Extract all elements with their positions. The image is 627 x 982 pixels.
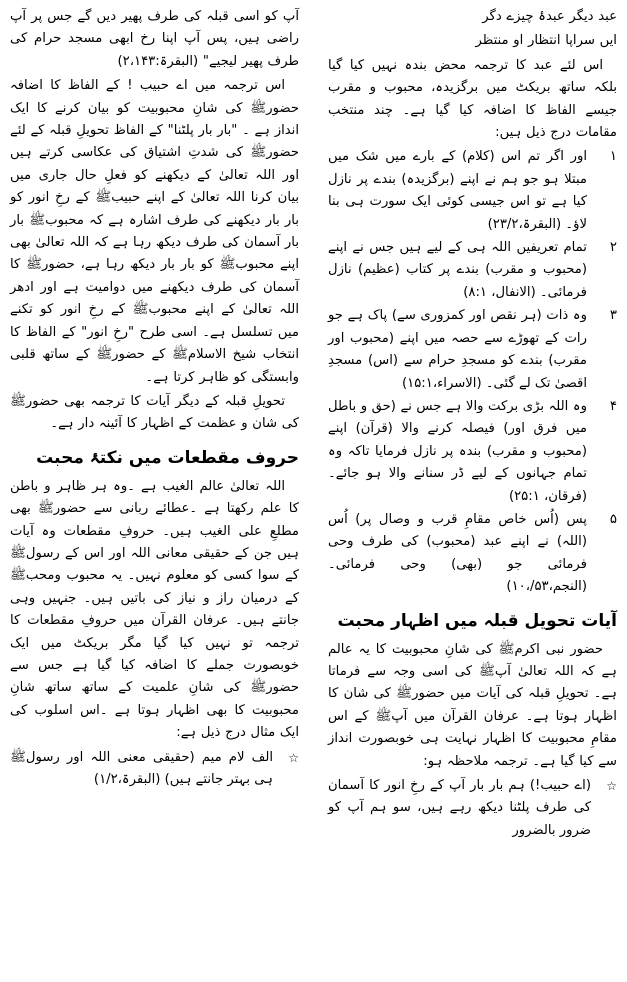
left-column [10,6,299,976]
verse-line: ایں سراپا انتظار او منتظر [475,33,617,49]
column-divider [313,6,314,976]
list-item-number: ۳ [609,308,617,324]
list-item-number: ۵ [609,511,617,527]
verse-line: عبد دیگر عبدۂ چیزے دگر [482,9,617,24]
body-paragraph: اس لئے عبد کا ترجمہ محض بندہ نہیں کیا گیا بلکہ ساتھ بریکٹ میں برگزیدہ، محبوب و مقرب جیسے الفاظ کا اضافہ کیا گیا ہے۔ چند منتخب مقامات درج ذیل ہیں: [327,57,617,141]
list-item-text: تمام تعریفیں اللہ ہی کے لیے ہیں جس نے اپنے (محبوب و مقرب) بندے پر کتاب (عظیم) نازل فرمائی۔ (الانفال، ۸:۱) [327,240,587,300]
two-column-layout [10,6,617,976]
numbered-list-item [328,237,617,304]
star-item-text: الف لام میم (حقیقی معنی اللہ اور رسولﷺ ہی بہتر جانتے ہیں) (البقرۃ،۱/۲) [10,749,273,787]
list-item-text: اور اگر تم اس (کلام) کے بارے میں شک میں مبتلا ہو جو ہم نے اپنے (برگزیدہ) بندے پر نازل کیا ہے تو اس جیسی کوئی ایک سورت ہی بنا لاؤ۔ (البقرۃ،۲۳/۲) [327,149,587,232]
right-column [328,6,617,976]
star-icon: ☆ [606,779,617,793]
star-icon: ☆ [288,750,299,765]
body-paragraph: آپ کو اسی قبلہ کی طرف پھیر دیں گے جس پر آپ راضی ہیں، پس آپ اپنا رخ ابھی مسجد حرام کی طرف پھیر لیجیے" (البقرۃ:۲،۱۴۳) [10,9,299,69]
list-item-text: پس (اُس خاص مقامِ قرب و وصال پر) اُس (اللہ) نے اپنے عبد (محبوب) کی طرف وحی فرمائی جو (بھی) وحی فرمائی۔ (النجم،۵۳/،۱۰) [327,511,587,595]
body-paragraph: اللہ تعالیٰ عالم الغیب ہے ۔وہ ہر ظاہر و باطن کا علم رکھتا ہے ۔عطائے ربانی سے حضورﷺ بھی مطلعِ علی الغیب ہیں۔ حروفِ مقطعات وہ آیات ہیں جن کے حقیقی معانی اللہ اور اس کے رسولﷺ کے سوا کسی کو معلوم نہیں۔ یہ محبوب ومحبﷺ کے درمیان راز و نیاز کی باتیں ہیں۔ جنہیں وہی جانتے ہیں۔ عرفان القرآن میں حروفِ مقطعات کا ترجمہ تو نہیں کیا گیا مگر بریکٹ میں ایک خوبصورت جملے کا اضافہ کیا گیا ہے جس سے حضورﷺ کی شانِ علمیت کے ساتھ ساتھ شانِ محبوبیت کا بھی اظہار ہوتا ہے ۔اس اسلوب کی ایک مثال درج ذیل ہے: [10,478,299,741]
body-paragraph: تحویلِ قبلہ کے دیگر آیات کا ترجمہ بھی حضورﷺ کی شان و عظمت کے اظہار کا آئینہ دار ہے۔ [10,393,299,432]
numbered-list-item [328,396,617,508]
star-list-item [328,775,617,842]
section-heading: آیات تحویل قبلہ میں اظہار محبت [337,610,617,631]
body-paragraph: حضور نبی اکرمﷺ کی شانِ محبوبیت کا یہ عالم ہے کہ اللہ تعالیٰ آپﷺ کی اسی وجہ سے فرماتا ہے۔ تحویلِ قبلہ کی آیات میں حضورﷺ کی شان کا اظہار ہوتا ہے۔ عرفان القرآن میں آپﷺ کے اس مقامِ محبوبیت کا اظہار نہایت ہی خوبصورت انداز سے کیا گیا ہے۔ ترجمہ ملاحظہ ہو: [327,641,617,769]
star-item-text: (اے حبیب!) ہم بار بار آپ کے رخِ انور کا آسمان کی طرف پلٹنا دیکھ رہے ہیں، سو ہم آپ کو ضرور بالضرور [327,778,591,838]
list-item-number: ۴ [609,398,617,414]
numbered-list-item [328,509,617,599]
body-paragraph: اس ترجمہ میں اے حبیب ! کے الفاظ کا اضافہ حضورﷺ کی شانِ محبوبیت کو بیان کرنے کا ایک انداز ہے ۔ "بار بار پلٹنا" کے الفاظ تحویلِ قبلہ کے لئے حضورﷺ کی شدتِ اشتیاق کی عکاسی کرتے ہیں اور اللہ تعالیٰ کے دیکھنے کو فعلِ حال جاری میں بیان کرنا اللہ تعالیٰ کے اپنے حبیبﷺ کے رخِ انور کو بار بار دیکھنے کی طرف اشارہ ہے کہ محبوبﷺ بار بار آسمان کی طرف دیکھ رہا ہے کہ اللہ تعالیٰ بھی اپنے محبوبﷺ کو بار بار دیکھ رہا ہے، حضورﷺ کا آسمان کی طرف دیکھنے میں دوامیت ہے اور ادھر اللہ تعالیٰ کے اپنے محبوبﷺ کے رخِ انور کو تکنے میں تسلسل ہے۔ اسی طرح "رخِ انور" کے الفاظ کا انتخاب شیخ الاسلامﷺ کے حضورﷺ کے ساتھ قلبی وابستگی کو ظاہر کرتا ہے۔ [10,78,299,385]
list-item-text: وہ ذات (ہر نقص اور کمزوری سے) پاک ہے جو رات کے تھوڑے سے حصہ میں اپنے (محبوب اور مقرب) بندے کو مسجدِ حرام سے (اس) مسجدِ اقصیٰ تک لے گئی۔ (الاسراء،۱۵:۱) [327,308,587,391]
numbered-list-item [328,146,617,236]
list-item-number: ۱ [609,149,617,165]
section-heading: حروف مقطعات میں نکتۂ محبت [36,447,299,468]
list-item-text: وہ اللہ بڑی برکت والا ہے جس نے (حق و باطل میں فرق اور) فیصلہ کرنے والا (قرآن) اپنے (محبوب و مقرب) بندہ پر نازل فرمایا تاکہ وہ تمام جہانوں کے لیے ڈر سنانے والا ہو جائے۔ (فرقان، ۲۵:۱) [327,398,587,504]
star-list-item [10,747,299,792]
numbered-list-item [328,305,617,395]
list-item-number: ۲ [609,240,617,256]
